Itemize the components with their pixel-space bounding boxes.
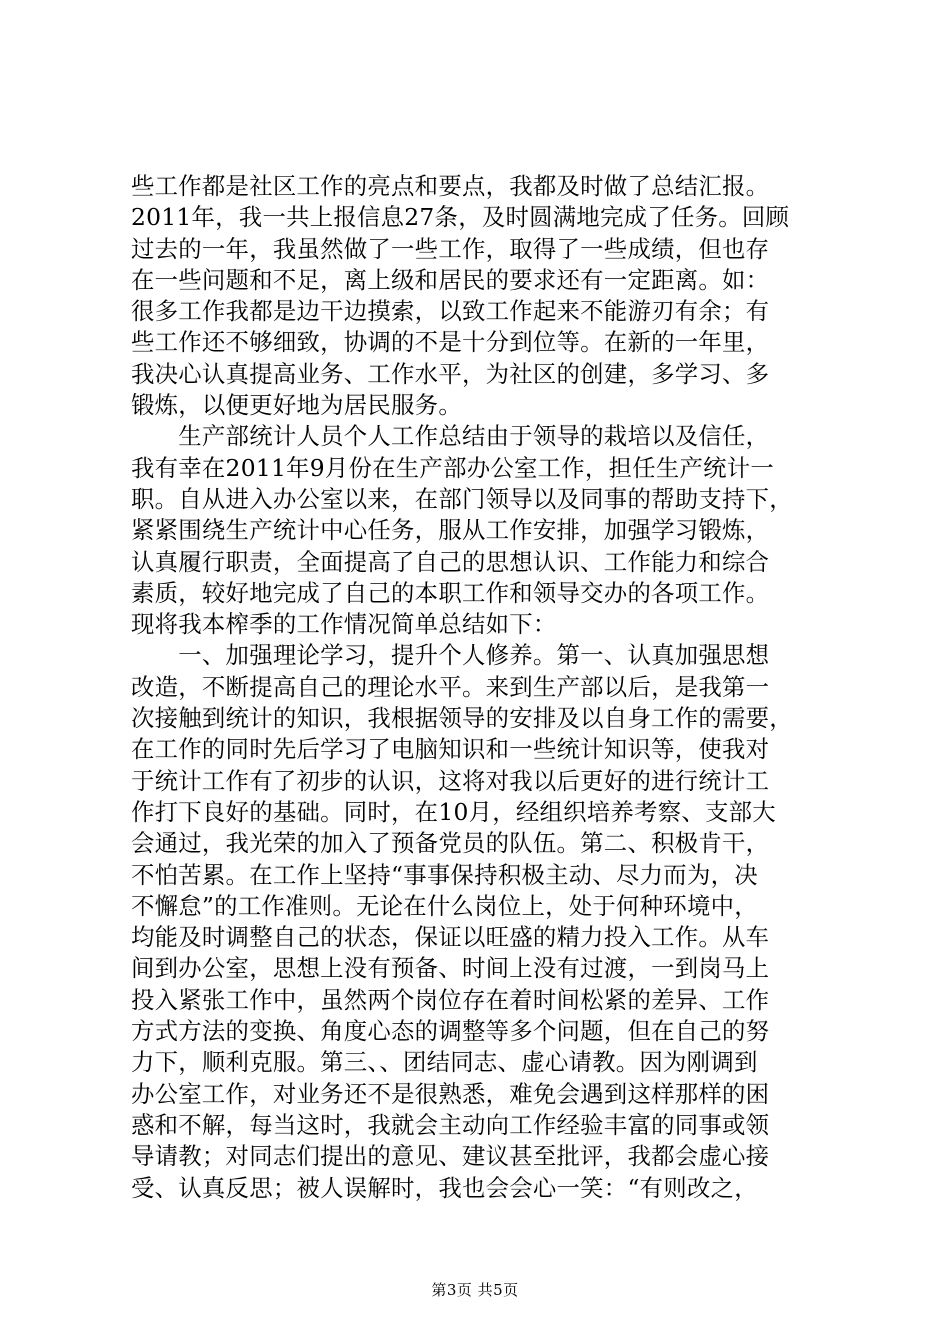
text-line: 不怕苦累。在工作上坚持“事事保持积极主动、尽力而为，决 [131, 860, 758, 889]
document-body [131, 171, 831, 1204]
text-line: 过去的一年，我虽然做了一些工作，取得了一些成绩，但也存 [131, 234, 770, 263]
text-line: 在工作的同时先后学习了电脑知识和一些统计知识等，使我对 [131, 735, 770, 764]
text-line: 间到办公室，思想上没有预备、时间上没有过渡，一到岗马上 [131, 954, 770, 983]
text-line: 些工作还不够细致，协调的不是十分到位等。在新的一年里， [131, 328, 770, 357]
text-line: 力下，顺利克服。第三、、团结同志、虚心请教。因为刚调到 [131, 1048, 758, 1077]
text-line: 办公室工作，对业务还不是很熟悉，难免会遇到这样那样的困 [131, 1079, 770, 1108]
text-line: 生产部统计人员个人工作总结由于领导的栽培以及信任， [131, 422, 770, 451]
text-line: 受、认真反思；被人误解时，我也会会心一笑：“有则改之， [131, 1173, 758, 1202]
text-line: 素质，较好地完成了自己的本职工作和领导交办的各项工作。 [131, 578, 770, 607]
page-footer: 第3页 共5页 [431, 1281, 519, 1299]
text-line: 导请教；对同志们提出的意见、建议甚至批评，我都会虚心接 [131, 1142, 770, 1171]
text-line: 均能及时调整自己的状态，保证以旺盛的精力投入工作。从车 [131, 923, 770, 952]
text-line: 些工作都是社区工作的亮点和要点，我都及时做了总结汇报。 [131, 172, 770, 200]
text-line: 2011年，我一共上报信息27条，及时圆满地完成了任务。回顾 [131, 203, 790, 232]
text-line: 很多工作我都是边干边摸索，以致工作起来不能游刃有余；有 [131, 297, 770, 326]
text-line: 在一些问题和不足，离上级和居民的要求还有一定距离。如： [131, 265, 770, 294]
text-line: 认真履行职责，全面提高了自己的思想认识、工作能力和综合 [131, 547, 770, 576]
text-line: 投入紧张工作中，虽然两个岗位存在着时间松紧的差异、工作 [131, 985, 770, 1014]
text-line: 紧紧围绕生产统计中心任务，服从工作安排，加强学习锻炼， [131, 516, 770, 545]
text-line: 方式方法的变换、角度心态的调整等多个问题，但在自己的努 [131, 1017, 770, 1046]
text-line: 现将我本榨季的工作情况简单总结如下： [131, 610, 557, 639]
text-line: 惑和不解，每当这时，我就会主动向工作经验丰富的同事或领 [131, 1110, 770, 1139]
text-line: 职。自从进入办公室以来，在部门领导以及同事的帮助支持下， [131, 484, 793, 513]
text-line: 锻炼，以便更好地为居民服务。 [131, 391, 462, 420]
text-line: 我决心认真提高业务、工作水平，为社区的创建，多学习、多 [131, 359, 770, 388]
text-line: 次接触到统计的知识，我根据领导的安排及以自身工作的需要， [131, 704, 793, 733]
text-line: 于统计工作有了初步的认识，这将对我以后更好的进行统计工 [131, 766, 770, 795]
text-line: 一、加强理论学习，提升个人修养。第一、认真加强思想 [131, 641, 770, 670]
text-line: 不懈怠”的工作准则。无论在什么岗位上，处于何种环境中， [131, 891, 758, 920]
text-line: 作打下良好的基础。同时，在10月，经组织培养考察、支部大 [131, 797, 776, 826]
text-line: 会通过，我光荣的加入了预备党员的队伍。第二、积极肯干， [131, 829, 770, 858]
text-line: 我有幸在2011年9月份在生产部办公室工作，担任生产统计一 [131, 453, 775, 482]
text-line: 改造，不断提高自己的理论水平。来到生产部以后，是我第一 [131, 672, 770, 701]
